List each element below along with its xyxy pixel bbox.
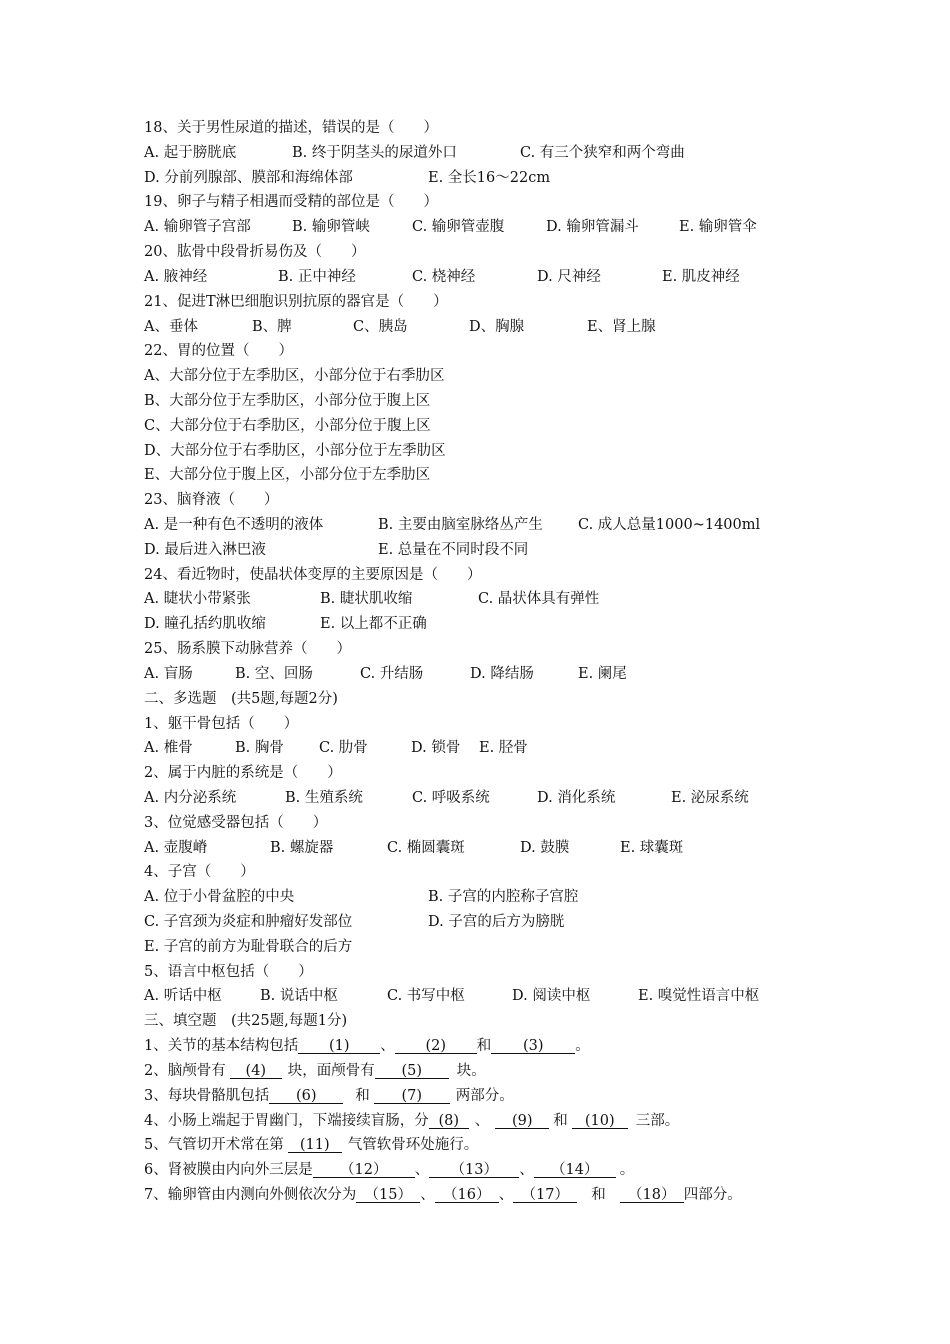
question-text: 20、肱骨中段骨折易伤及（ ）: [144, 244, 366, 261]
fill-prefix: 5、气管切开术常在第: [144, 1137, 284, 1154]
option-row: [144, 141, 844, 166]
blank-4: (4): [230, 1061, 282, 1079]
option-a: A. 壶腹嵴: [144, 839, 208, 856]
option-c: C. 书写中枢: [387, 988, 465, 1005]
question-18: [144, 116, 844, 141]
option-d: [144, 439, 844, 464]
option-d: D. 阅读中枢: [512, 988, 591, 1005]
fill-prefix: 6、肾被膜由内向外三层是: [144, 1162, 313, 1179]
blank-3: (3): [491, 1036, 575, 1054]
option-row: [144, 836, 844, 861]
blank-6: (6): [269, 1086, 343, 1104]
option-row: [144, 166, 844, 191]
blank-2: (2): [395, 1036, 477, 1054]
fill-separator: 和: [591, 1186, 606, 1203]
option-e: E. 总量在不同时段不同: [378, 541, 529, 558]
multi-question-4: [144, 860, 844, 885]
question-text: 1、躯干骨包括（ ）: [144, 715, 299, 732]
option-c: C. 椭圆囊斑: [387, 839, 465, 856]
multi-question-5: [144, 960, 844, 985]
fill-separator: 四部分。: [683, 1186, 742, 1203]
fill-prefix: 2、脑颅骨有: [144, 1062, 226, 1079]
option-a: A. 睫状小带紧张: [144, 591, 251, 608]
option-e: E. 泌尿系统: [671, 789, 749, 806]
option-text: A、大部分位于左季肋区，小部分位于右季肋区: [144, 368, 445, 385]
option-e: E、肾上腺: [587, 318, 656, 335]
fill-separator: 、: [498, 1186, 514, 1203]
section-title-fill: [144, 1009, 844, 1034]
option-c: C. 输卵管壶腹: [412, 219, 505, 236]
option-a: A. 内分泌系统: [144, 789, 237, 806]
option-d: D. 最后进入淋巴液: [144, 541, 266, 558]
question-text: 25、肠系膜下动脉营养（ ）: [144, 641, 351, 658]
question-25: [144, 637, 844, 662]
fill-separator: 三部。: [635, 1112, 680, 1129]
option-d: D. 瞳孔括约肌收缩: [144, 616, 266, 633]
option-row: [144, 984, 844, 1009]
option-c: C. 呼吸系统: [412, 789, 490, 806]
option-d: D. 降结肠: [470, 665, 534, 682]
multi-question-1: [144, 712, 844, 737]
option-row: [144, 538, 844, 563]
fill-prefix: 4、小肠上端起于胃幽门，下端接续盲肠，分: [144, 1112, 429, 1129]
multi-question-3: [144, 811, 844, 836]
question-text: 19、卵子与精子相遇而受精的部位是（ ）: [144, 194, 438, 211]
option-b: B. 胸骨: [235, 740, 284, 757]
blank-14: （14）: [534, 1160, 616, 1178]
option-e: E. 肌皮神经: [662, 268, 740, 285]
option-e: E. 输卵管伞: [679, 219, 757, 236]
option-a: A. 输卵管子宫部: [144, 219, 251, 236]
question-text: 18、关于男性尿道的描述，错误的是（ ）: [144, 120, 438, 136]
fill-separator: 。: [575, 1038, 590, 1055]
option-e: E. 球囊斑: [620, 839, 684, 856]
option-b: B. 子宫的内腔称子宫腔: [428, 889, 579, 906]
blank-18: （18）: [620, 1185, 684, 1203]
option-row: [144, 513, 844, 538]
option-row: [144, 786, 844, 811]
blank-1: (1): [298, 1036, 380, 1054]
fill-item-3: [144, 1084, 844, 1109]
option-b: B. 说话中枢: [260, 988, 338, 1005]
question-text: 2、属于内脏的系统是（ ）: [144, 765, 342, 782]
fill-separator: 块。: [456, 1062, 486, 1079]
option-row: [144, 736, 844, 761]
fill-separator: 、: [519, 1162, 534, 1179]
question-20: [144, 240, 844, 265]
option-row: [144, 910, 844, 935]
option-d: D. 锁骨: [411, 740, 461, 757]
fill-separator: 气管软骨环处施行。: [347, 1137, 479, 1154]
blank-12: （12）: [313, 1160, 415, 1178]
fill-item-5: [144, 1133, 844, 1158]
fill-separator: 、: [420, 1186, 435, 1203]
section-title-text: 三、填空题 (共25题,每题1分): [144, 1013, 348, 1030]
option-b: B. 主要由脑室脉络丛产生: [378, 517, 543, 533]
fill-prefix: 1、关节的基本结构包括: [144, 1038, 299, 1055]
blank-17: （17）: [513, 1185, 577, 1203]
option-d: D. 子宫的后方为膀胱: [428, 914, 565, 930]
option-d: D. 鼓膜: [520, 839, 570, 856]
option-a: A、垂体: [144, 318, 198, 335]
option-row: [144, 215, 844, 240]
question-text: 24、看近物时，使晶状体变厚的主要原因是（ ）: [144, 566, 482, 583]
fill-item-6: [144, 1158, 844, 1183]
fill-item-2: [144, 1059, 844, 1084]
question-text: 22、胃的位置（ ）: [144, 343, 293, 360]
option-d: D. 尺神经: [537, 268, 601, 285]
option-row: [144, 265, 844, 290]
option-a: A. 是一种有色不透明的液体: [144, 517, 324, 533]
fill-separator: 两部分。: [455, 1087, 514, 1104]
option-c: C. 桡神经: [412, 268, 476, 285]
fill-separator: 和: [553, 1112, 568, 1129]
option-e: E. 嗅觉性语言中枢: [638, 988, 760, 1005]
question-21: [144, 290, 844, 315]
blank-5: (5): [375, 1061, 449, 1079]
option-c: C. 子宫颈为炎症和肿瘤好发部位: [144, 914, 353, 930]
option-c: C、胰岛: [353, 318, 408, 335]
option-a: A. 盲肠: [144, 665, 193, 682]
question-24: [144, 563, 844, 588]
fill-item-1: [144, 1034, 844, 1059]
option-a: A. 椎骨: [144, 740, 193, 757]
option-text: C、大部分位于右季肋区，小部分位于腹上区: [144, 417, 431, 434]
fill-prefix: 3、每块骨骼肌包括: [144, 1087, 270, 1104]
option-text: B、大部分位于左季肋区，小部分位于腹上区: [144, 392, 431, 409]
exam-content: [144, 116, 844, 1208]
question-text: 5、语言中枢包括（ ）: [144, 963, 313, 980]
option-b: B. 输卵管峡: [292, 219, 370, 236]
option-c: C. 晶状体具有弹性: [478, 591, 600, 608]
option-a: A. 起于膀胱底: [144, 144, 237, 161]
fill-item-7: [144, 1183, 844, 1208]
fill-item-4: [144, 1109, 844, 1134]
fill-prefix: 7、输卵管由内测向外侧依次分为: [144, 1186, 357, 1203]
blank-11: (11): [288, 1135, 342, 1153]
option-c: C. 升结肠: [360, 665, 424, 682]
blank-7: (7): [374, 1086, 450, 1104]
option-b: B. 正中神经: [278, 268, 356, 285]
option-row: [144, 315, 844, 340]
option-row: [144, 885, 844, 910]
multi-question-2: [144, 761, 844, 786]
question-text: 4、子宫（ ）: [144, 864, 255, 881]
option-row: [144, 662, 844, 687]
option-c: C. 成人总量1000~1400ml: [578, 517, 761, 533]
fill-separator: 、: [380, 1038, 395, 1055]
question-23: [144, 488, 844, 513]
option-text: E、大部分位于腹上区，小部分位于左季肋区: [144, 467, 431, 484]
option-a: A. 听话中枢: [144, 988, 222, 1005]
option-text: D、大部分位于右季肋区，小部分位于左季肋区: [144, 442, 446, 459]
option-b: B. 空、回肠: [235, 665, 313, 682]
option-e: E. 胫骨: [479, 740, 528, 757]
option-d: D. 输卵管漏斗: [546, 219, 639, 236]
option-e: E. 以上都不正确: [320, 616, 427, 633]
blank-15: （15）: [356, 1185, 420, 1203]
option-d: D. 消化系统: [537, 789, 616, 806]
option-row: [144, 612, 844, 637]
option-b: [144, 389, 844, 414]
section-title-text: 二、多选题 (共5题,每题2分): [144, 690, 338, 707]
option-d: D. 分前列腺部、膜部和海绵体部: [144, 169, 353, 186]
option-b: B. 终于阴茎头的尿道外口: [292, 144, 457, 161]
option-b: B. 螺旋器: [270, 839, 334, 856]
option-e: E. 子宫的前方为耻骨联合的后方: [144, 938, 353, 955]
option-d: D、胸腺: [469, 318, 525, 335]
option-c: C. 有三个狭窄和两个弯曲: [520, 144, 685, 161]
blank-13: （13）: [429, 1160, 519, 1178]
option-row: [144, 587, 844, 612]
fill-separator: 和: [355, 1087, 370, 1104]
fill-separator: 块，面颅骨有: [287, 1062, 375, 1079]
fill-separator: 。: [619, 1162, 635, 1179]
option-c: C. 肋骨: [319, 740, 368, 757]
question-text: 23、脑脊液（ ）: [144, 492, 279, 509]
option-b: B、脾: [252, 318, 292, 335]
option-a: A. 腋神经: [144, 268, 208, 285]
option-row: [144, 935, 844, 960]
option-e: E. 全长16～22cm: [428, 169, 551, 186]
option-b: B. 生殖系统: [285, 789, 363, 806]
option-c: [144, 414, 844, 439]
section-title-multi: [144, 687, 844, 712]
question-text: 3、位觉感受器包括（ ）: [144, 814, 328, 831]
option-a: [144, 364, 844, 389]
blank-16: （16）: [435, 1185, 499, 1203]
blank-10: (10): [572, 1111, 628, 1129]
option-e: [144, 463, 844, 488]
question-22: [144, 339, 844, 364]
fill-separator: 和: [476, 1038, 492, 1055]
blank-9: (9): [495, 1111, 549, 1129]
question-text: 21、促进T淋巴细胞识别抗原的器官是（ ）: [144, 293, 448, 310]
option-b: B. 睫状肌收缩: [320, 591, 413, 608]
blank-8: (8): [429, 1111, 469, 1129]
question-19: [144, 190, 844, 215]
option-e: E. 阑尾: [578, 665, 627, 682]
fill-separator: 、: [474, 1112, 490, 1129]
fill-separator: 、: [414, 1162, 430, 1179]
option-a: A. 位于小骨盆腔的中央: [144, 889, 295, 906]
